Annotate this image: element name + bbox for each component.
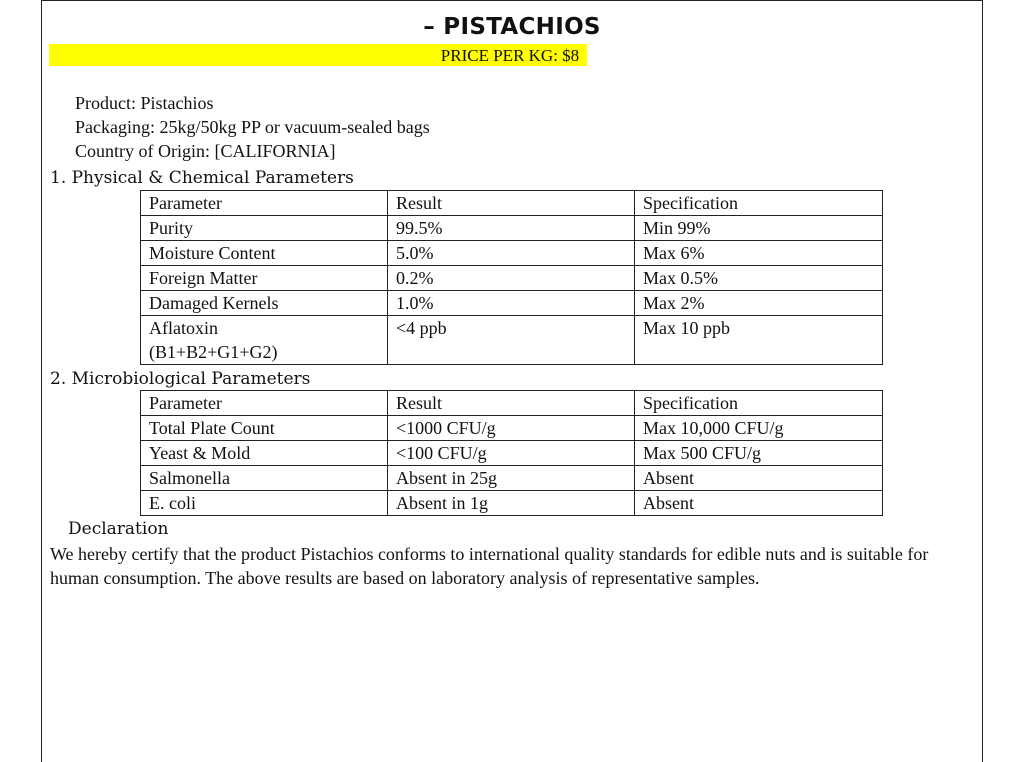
result-cell: Absent in 1g (388, 491, 635, 516)
packaging-line: Packaging: 25kg/50kg PP or vacuum-sealed bags (75, 117, 430, 137)
origin-line: Country of Origin: [CALIFORNIA] (75, 141, 336, 161)
declaration-heading: Declaration (68, 519, 169, 539)
physical-section-heading: 1. Physical & Chemical Parameters (50, 168, 354, 188)
result-cell: 1.0% (388, 291, 635, 316)
spec-cell: Min 99% (635, 216, 883, 241)
header-cell-specification: Specification (635, 191, 883, 216)
param-cell: Purity (141, 216, 388, 241)
param-cell (141, 316, 388, 365)
result-cell: <4 ppb (388, 316, 635, 365)
result-cell: 99.5% (388, 216, 635, 241)
document-title: – PISTACHIOS (423, 14, 601, 40)
param-cell: Moisture Content (141, 241, 388, 266)
param-cell: Damaged Kernels (141, 291, 388, 316)
param-cell: E. coli (141, 491, 388, 516)
spec-cell: Absent (635, 466, 883, 491)
table-row (141, 466, 883, 491)
spec-cell: Max 2% (635, 291, 883, 316)
header-cell-result: Result (388, 391, 635, 416)
micro-section-heading: 2. Microbiological Parameters (50, 369, 311, 389)
result-cell: 5.0% (388, 241, 635, 266)
page-border-right (982, 0, 983, 762)
table-header-row (141, 191, 883, 216)
declaration-text: We hereby certify that the product Pistachios conforms to international quality standards for edible nuts and is suitable for human consumption. The above results are based on laboratory analysis of representative samples. (50, 544, 929, 588)
result-cell: <1000 CFU/g (388, 416, 635, 441)
aflatoxin-label: Aflatoxin (149, 318, 218, 338)
table-row (141, 241, 883, 266)
spec-cell: Max 500 CFU/g (635, 441, 883, 466)
param-cell: Yeast & Mold (141, 441, 388, 466)
physical-parameters-table (140, 190, 883, 365)
spec-cell: Max 0.5% (635, 266, 883, 291)
result-cell: Absent in 25g (388, 466, 635, 491)
spec-cell: Max 10 ppb (635, 316, 883, 365)
page-border-left (41, 0, 42, 762)
param-cell: Foreign Matter (141, 266, 388, 291)
table-row (141, 266, 883, 291)
result-cell: <100 CFU/g (388, 441, 635, 466)
param-cell: Salmonella (141, 466, 388, 491)
header-cell-specification: Specification (635, 391, 883, 416)
price-per-kg: PRICE PER KG: $8 (440, 46, 580, 65)
table-row (141, 416, 883, 441)
table-row (141, 291, 883, 316)
table-header-row (141, 391, 883, 416)
table-row (141, 491, 883, 516)
header-cell-parameter: Parameter (141, 391, 388, 416)
table-row (141, 216, 883, 241)
header-cell-result: Result (388, 191, 635, 216)
spec-cell: Max 10,000 CFU/g (635, 416, 883, 441)
table-row (141, 441, 883, 466)
param-cell: Total Plate Count (141, 416, 388, 441)
page-border-top (41, 0, 983, 1)
header-cell-parameter: Parameter (141, 191, 388, 216)
aflatoxin-types: (B1+B2+G1+G2) (149, 342, 278, 362)
microbiological-parameters-table (140, 390, 883, 516)
result-cell: 0.2% (388, 266, 635, 291)
table-row-aflatoxin (141, 316, 883, 365)
spec-cell: Absent (635, 491, 883, 516)
product-line: Product: Pistachios (75, 93, 214, 113)
spec-cell: Max 6% (635, 241, 883, 266)
